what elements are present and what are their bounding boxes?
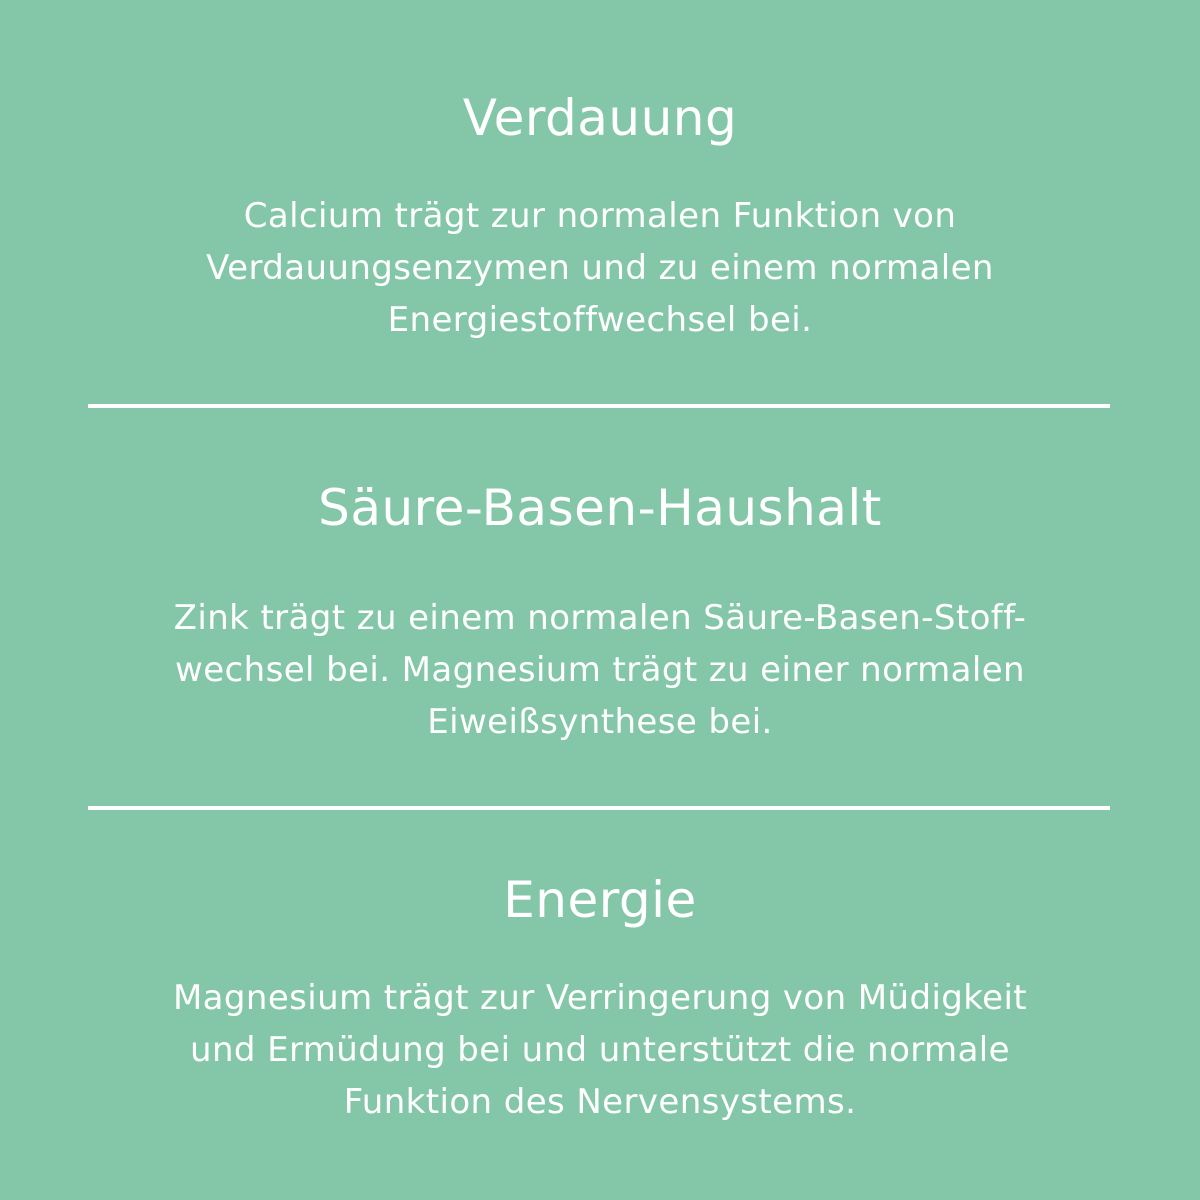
section-title: Energie — [503, 871, 697, 929]
section-divider — [88, 404, 1110, 408]
text-line: Energiestoffwechsel bei. — [387, 300, 813, 340]
text-line: Magnesium trägt zur Verringerung von Müdigkeit — [172, 978, 1028, 1018]
section-energie — [0, 870, 1200, 1128]
text-line: Zink trägt zu einem normalen Säure-Basen-Stoff- — [173, 598, 1027, 638]
text-line: wechsel bei. Magnesium trägt zu einer normalen — [175, 650, 1025, 690]
section-verdauung — [0, 88, 1200, 346]
text-line: Calcium trägt zur normalen Funktion von — [243, 196, 957, 236]
text-line: und Ermüdung bei und unterstützt die normale — [190, 1030, 1010, 1070]
section-text — [0, 190, 1200, 346]
section-divider — [88, 806, 1110, 810]
section-title: Säure-Basen-Haushalt — [318, 479, 882, 537]
section-text — [0, 592, 1200, 748]
text-line: Funktion des Nervensystems. — [343, 1082, 857, 1122]
section-text — [0, 972, 1200, 1128]
text-line: Verdauungsenzymen und zu einem normalen — [206, 248, 994, 288]
section-saeure-basen-haushalt — [0, 478, 1200, 748]
section-title: Verdauung — [462, 89, 738, 147]
text-line: Eiweißsynthese bei. — [427, 702, 773, 742]
